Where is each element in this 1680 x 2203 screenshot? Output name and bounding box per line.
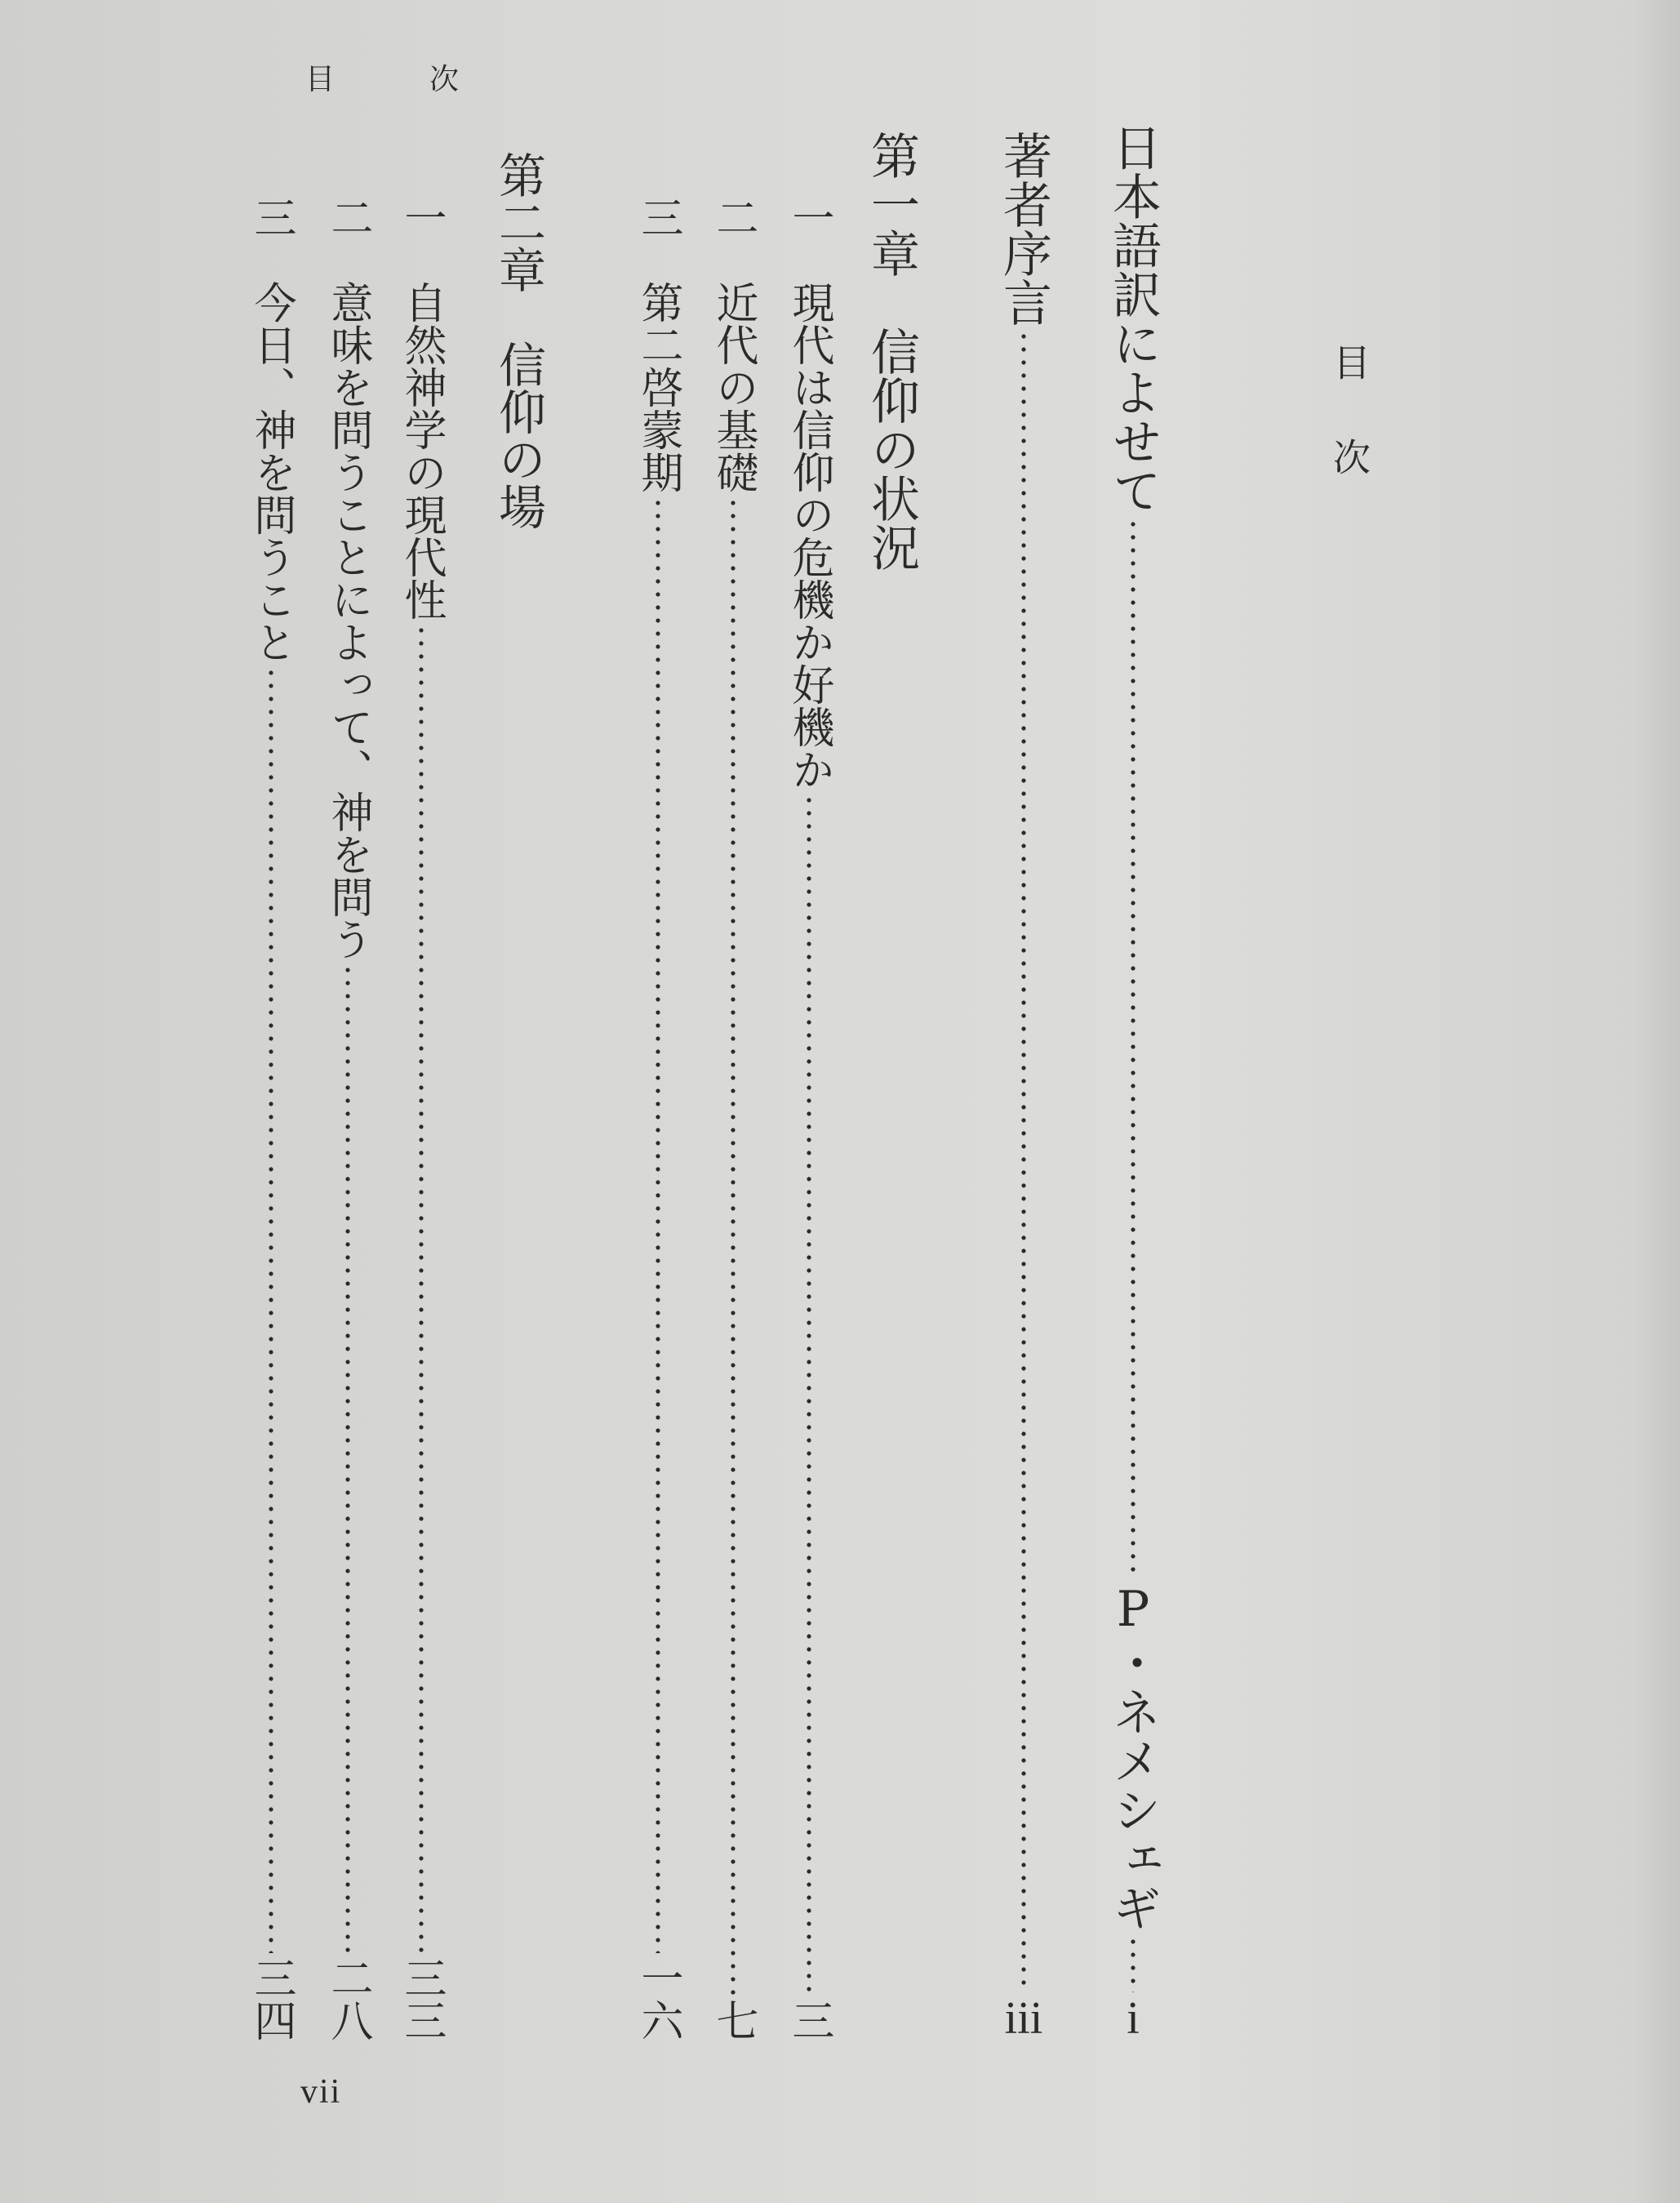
toc-entry-label: 日本語訳によせて	[1104, 122, 1162, 514]
toc-entry-section[interactable]	[242, 196, 300, 2041]
dot-leader	[1021, 330, 1026, 1992]
dot-leader	[731, 496, 736, 1996]
toc-entry-label: 三 今日、神を問うこと	[247, 196, 296, 663]
toc-entry-label: 二 近代の基礎	[709, 196, 758, 493]
toc-entry-section[interactable]	[629, 196, 687, 2041]
dot-leader	[269, 666, 273, 1953]
dot-leader	[807, 794, 811, 1996]
toc-entry-label: 著者序言	[995, 131, 1052, 327]
toc-entry-label: 三 第二啓蒙期	[633, 196, 682, 493]
toc-entry-page: 三	[784, 1999, 833, 2041]
dot-leader	[656, 496, 660, 1953]
toc-entry-section[interactable]	[392, 196, 451, 2041]
toc-entry-foreword[interactable]	[1100, 122, 1166, 2044]
toc-entry-author-preface[interactable]	[991, 131, 1056, 2044]
toc-entry-section[interactable]	[780, 196, 838, 2041]
chapter-heading-2[interactable]: 第二章 信仰の場	[491, 151, 546, 530]
chapter-heading-1[interactable]: 第一章 信仰の状況	[863, 131, 920, 572]
toc-entry-page: 七	[709, 1999, 758, 2041]
page-number: vii	[300, 2073, 342, 2111]
toc-entry-page: 三四	[247, 1956, 296, 2041]
toc-entry-label: 一 現代は信仰の危機か好機か	[784, 196, 833, 790]
toc-entry-author: P・ネメシェギ	[1104, 1581, 1162, 1932]
dot-leader	[345, 964, 350, 1953]
toc-entry-page: 三三	[397, 1956, 446, 2041]
page-title: 目次	[1327, 343, 1371, 532]
toc-entry-page: 二八	[323, 1956, 372, 2041]
toc-entry-page: iii	[1004, 1993, 1043, 2044]
toc-entry-label: 二 意味を問うことによって、神を問う	[323, 196, 372, 960]
toc-entry-section[interactable]	[704, 196, 762, 2041]
toc-entry-label: 一 自然神学の現代性	[397, 196, 446, 621]
toc-entry-page: 一六	[633, 1956, 682, 2041]
toc-entry-section[interactable]	[318, 196, 377, 2041]
running-header: 目 次	[305, 63, 492, 96]
toc-entry-page: i	[1127, 1993, 1140, 2044]
dot-leader	[419, 624, 424, 1953]
dot-leader	[1131, 518, 1136, 1578]
dot-leader	[1131, 1935, 1136, 1992]
